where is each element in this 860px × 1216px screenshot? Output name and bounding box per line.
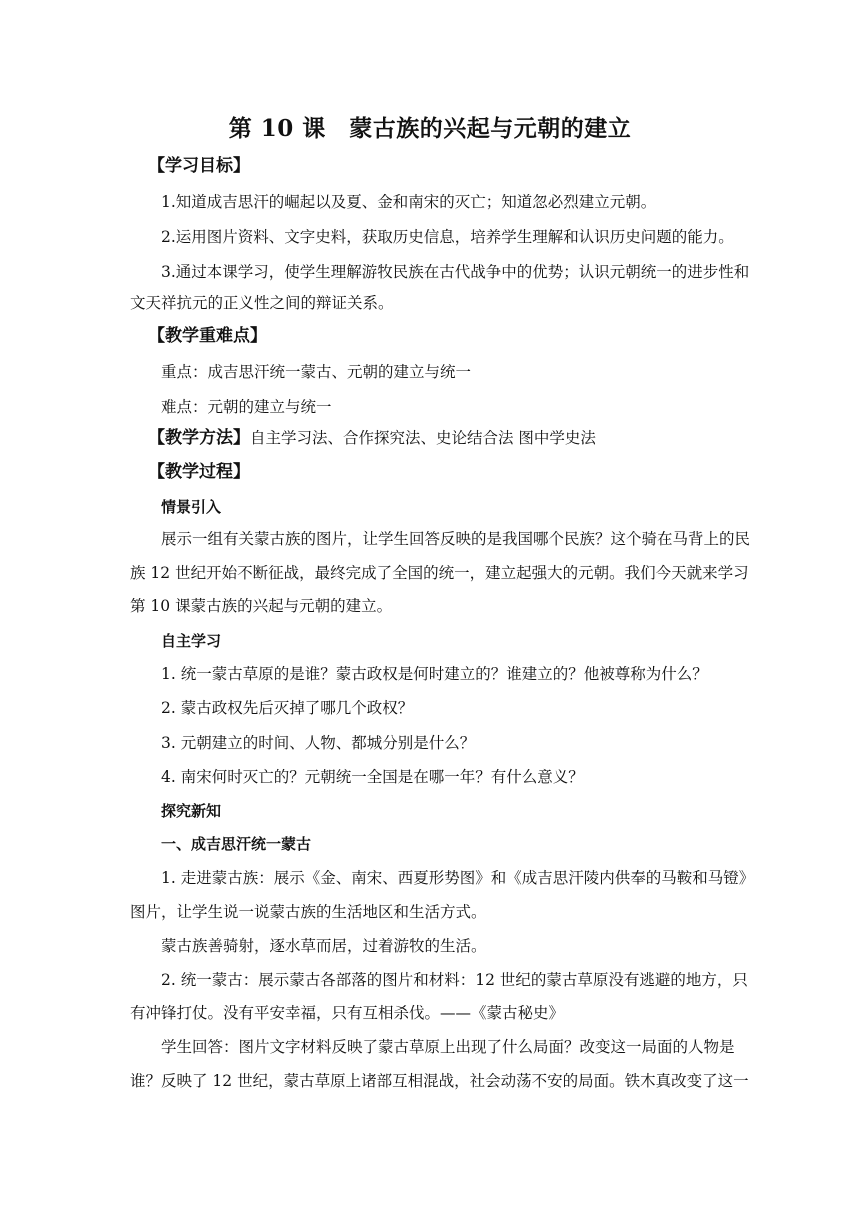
self-study-heading: 自主学习 [161,632,222,650]
explore-heading: 探究新知 [161,802,222,820]
intro-line-3: 第 10 课蒙古族的兴起与元朝的建立。 [130,597,393,615]
self-question-2: 2. 蒙古政权先后灭掉了哪几个政权？ [161,699,414,717]
objective-2: 2.运用图片资料、文字史料，获取历史信息，培养学生理解和认识历史问题的能力。 [161,228,734,246]
key-point: 重点：成吉思汗统一蒙古、元朝的建立与统一 [161,363,472,381]
section1-line-3: 蒙古族善骑射，逐水草而居，过着游牧的生活。 [161,937,487,955]
intro-heading: 情景引入 [161,498,222,516]
section1-line-1: 1. 走进蒙古族：展示《金、南宋、西夏形势图》和《成吉思汗陵内供奉的马鞍和马镫》 [161,869,755,887]
intro-line-2: 族 12 世纪开始不断征战，最终完成了全国的统一，建立起强大的元朝。我们今天就来学习 [130,564,749,582]
objective-1: 1.知道成吉思汗的崛起以及夏、金和南宋的灭亡；知道忽必烈建立元朝。 [161,193,657,211]
difficult-point: 难点：元朝的建立与统一 [161,398,332,416]
process-heading: 【教学过程】 [148,462,250,482]
objectives-heading: 【学习目标】 [148,156,250,176]
methods-heading: 【教学方法】 [148,428,250,448]
objective-3: 3.通过本课学习，使学生理解游牧民族在古代战争中的优势；认识元朝统一的进步性和 [161,263,750,281]
self-question-1: 1. 统一蒙古草原的是谁？蒙古政权是何时建立的？谁建立的？他被尊称为什么？ [161,665,708,683]
intro-line-1: 展示一组有关蒙古族的图片，让学生回答反映的是我国哪个民族？这个骑在马背上的民 [161,530,751,548]
section1-line-2: 图片，让学生说一说蒙古族的生活地区和生活方式。 [130,903,487,921]
section1-line-5: 有冲锋打仗。没有平安幸福，只有互相杀伐。——《蒙古秘史》 [130,1004,565,1022]
methods-text: 自主学习法、合作探究法、史论结合法 图中学史法 [250,429,596,447]
key-heading: 【教学重难点】 [148,326,267,346]
self-question-4: 4. 南宋何时灭亡的？元朝统一全国是在哪一年？有什么意义？ [161,768,584,786]
methods-row [148,428,758,448]
section1-line-6: 学生回答：图片文字材料反映了蒙古草原上出现了什么局面？改变这一局面的人物是 [161,1038,735,1056]
objective-3-cont: 文天祥抗元的正义性之间的辩证关系。 [130,294,394,312]
section1-heading: 一、成吉思汗统一蒙古 [161,835,312,853]
self-question-3: 3. 元朝建立的时间、人物、都城分别是什么？ [161,734,476,752]
section1-line-7: 谁？反映了 12 世纪，蒙古草原上诸部互相混战，社会动荡不安的局面。铁木真改变了这一 [130,1072,749,1090]
section1-line-4: 2. 统一蒙古：展示蒙古各部落的图片和材料：12 世纪的蒙古草原没有逃避的地方，只 [161,971,748,989]
page-title: 第 10 课 蒙古族的兴起与元朝的建立 [228,115,632,142]
